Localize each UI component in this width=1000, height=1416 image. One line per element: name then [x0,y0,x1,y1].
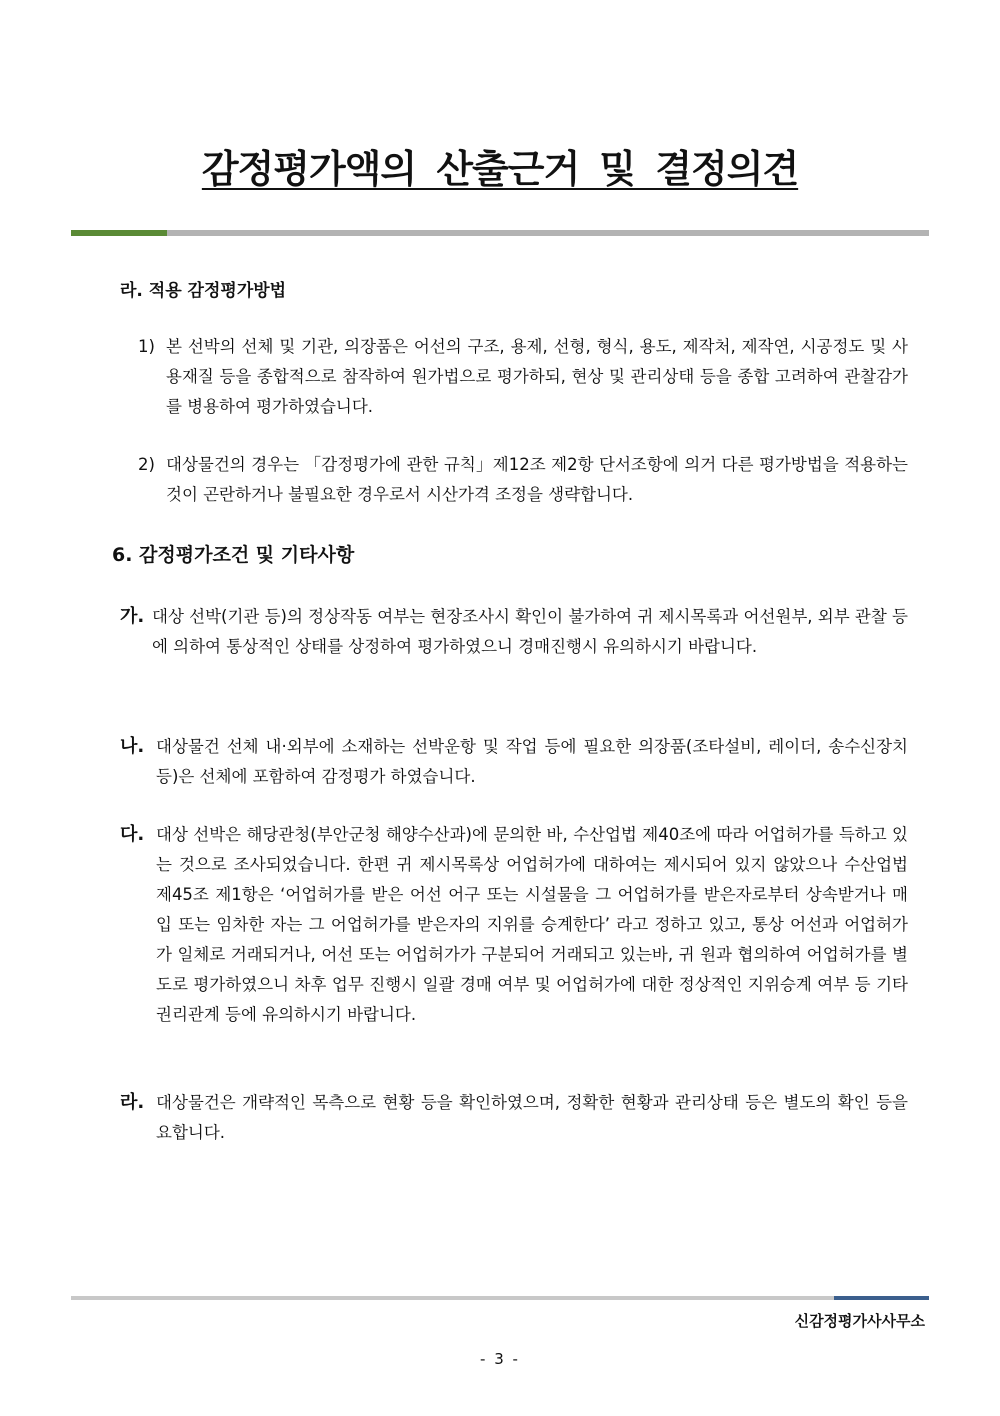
item-number: 1) [138,337,155,356]
footer-rule [71,1296,834,1300]
page-number: - 3 - [480,1350,520,1368]
condition-item-ga [120,602,908,662]
item-text: 본 선박의 선체 및 기관, 의장품은 어선의 구조, 용제, 선형, 형식, 용도, 제작처, 제작연, 시공정도 및 사용재질 등을 종합적으로 참작하여 원가법으로 평가하되, 현상 및 관리상태 등을 종합 고려하여 관찰감가를 병용하여 평가하였습니다. [166,337,908,416]
item-label: 라. [120,1092,145,1113]
item-text: 대상물건은 개략적인 목측으로 현황 등을 확인하였으며, 정확한 현황과 관리상태 등은 별도의 확인 등을 요합니다. [156,1093,908,1142]
header-rule [167,230,929,236]
condition-item-na [120,732,908,792]
header-rule-accent [71,230,167,236]
item-label: 가. [120,606,145,627]
footer-rule-accent [834,1296,929,1300]
item-label: 나. [120,736,145,757]
condition-item-da [120,820,908,1030]
section-heading-method: 라. 적용 감정평가방법 [120,281,287,301]
office-name: 신감정평가사사무소 [794,1312,925,1330]
condition-item-ra [120,1088,908,1148]
item-text: 대상 선박은 해당관청(부안군청 해양수산과)에 문의한 바, 수산업법 제40조에 따라 어업허가를 득하고 있는 것으로 조사되었습니다. 한편 귀 제시목록상 어업허가에 대하여는 제시되어 있지 않았으나 수산업법 제45조 제1항은 ‘어업허가를 받은 어선 어구 또는 시설물을 그 어업허가를 받은자로부터 상속받거나 매입 또는 임차한 자는 그 어업허가를 받은자의 지위를 승계한다’ 라고 정하고 있고, 통상 어선과 어업허가가 일체로 거래되거나, 어선 또는 어업허가가 구분되어 거래되고 있는바, 귀 원과 협의하여 어업허가를 별도로 평가하였으니 차후 업무 진행시 일괄 경매 여부 및 어업허가에 대한 정상적인 지위승계 여부 등 기타 권리관계 등에 유의하시기 바랍니다. [156,825,908,1024]
method-item-2 [138,450,908,510]
item-text: 대상 선박(기관 등)의 정상작동 여부는 현장조사시 확인이 불가하여 귀 제시목록과 어선원부, 외부 관찰 등에 의하여 통상적인 상태를 상정하여 평가하였으니 경매진행시 유의하시기 바랍니다. [152,607,908,656]
item-text: 대상물건의 경우는 「감정평가에 관한 규칙」제12조 제2항 단서조항에 의거 다른 평가방법을 적용하는 것이 곤란하거나 불필요한 경우로서 시산가격 조정을 생략합니다. [166,455,908,504]
item-label: 다. [120,824,145,845]
method-item-1 [138,332,908,422]
item-number: 2) [138,455,155,474]
page-title: 감정평가액의 산출근거 및 결정의견 [201,147,799,191]
item-text: 대상물건 선체 내·외부에 소재하는 선박운항 및 작업 등에 필요한 의장품(조타설비, 레이더, 송수신장치 등)은 선체에 포함하여 감정평가 하였습니다. [156,737,908,786]
section-heading-conditions: 6. 감정평가조건 및 기타사항 [112,544,355,566]
